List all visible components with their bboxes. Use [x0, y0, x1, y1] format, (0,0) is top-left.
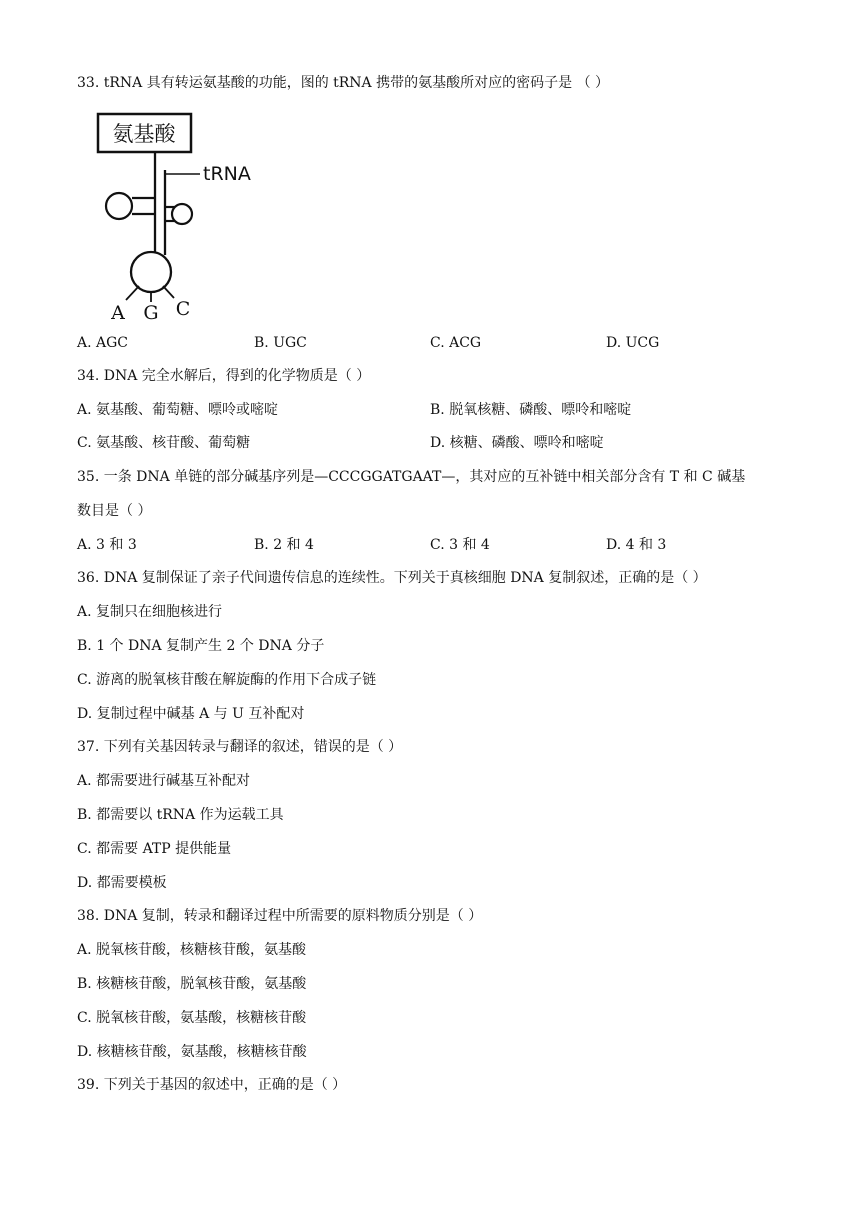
d-loop	[106, 193, 132, 219]
q33-option-b: B. UGC	[254, 335, 307, 351]
q36-option-a: A. 复制只在细胞核进行	[77, 604, 223, 620]
trna-figure	[90, 110, 270, 322]
q37-option-c: C. 都需要 ATP 提供能量	[77, 841, 232, 857]
question-39-stem: 39. 下列关于基因的叙述中，正确的是（ ）	[77, 1077, 347, 1093]
q34-option-a: A. 氨基酸、葡萄糖、嘌呤或嘧啶	[77, 402, 279, 418]
q35-option-a: A. 3 和 3	[77, 537, 137, 553]
q38-option-b: B. 核糖核苷酸，脱氧核苷酸，氨基酸	[77, 976, 307, 992]
q34-option-c: C. 氨基酸、核苷酸、葡萄糖	[77, 435, 251, 451]
question-35-stem-line1: 35. 一条 DNA 单链的部分碱基序列是—CCCGGATGAAT—，其对应的互补链中相关部分含有 T 和 C 碱基	[77, 469, 746, 485]
q37-option-a: A. 都需要进行碱基互补配对	[77, 773, 251, 789]
q35-option-b: B. 2 和 4	[254, 537, 314, 553]
q38-option-c: C. 脱氧核苷酸，氨基酸，核糖核苷酸	[77, 1010, 307, 1026]
q37-option-b: B. 都需要以 tRNA 作为运载工具	[77, 807, 284, 823]
anticodon-loop	[131, 252, 171, 292]
q34-option-d: D. 核糖、磷酸、嘌呤和嘧啶	[430, 435, 604, 451]
q38-option-a: A. 脱氧核苷酸，核糖核苷酸，氨基酸	[77, 942, 307, 958]
question-34-stem: 34. DNA 完全水解后，得到的化学物质是（ ）	[77, 368, 371, 384]
anticodon-base-3: C	[175, 298, 191, 320]
question-37-stem: 37. 下列有关基因转录与翻译的叙述，错误的是（ ）	[77, 739, 403, 755]
q34-option-b: B. 脱氧核糖、磷酸、嘌呤和嘧啶	[430, 402, 632, 418]
trna-diagram	[90, 110, 270, 322]
q37-option-d: D. 都需要模板	[77, 875, 167, 891]
q35-option-d: D. 4 和 3	[606, 537, 667, 553]
q35-option-c: C. 3 和 4	[430, 537, 490, 553]
q33-option-a: A. AGC	[77, 335, 129, 351]
question-36-stem: 36. DNA 复制保证了亲子代间遗传信息的连续性。下列关于真核细胞 DNA 复制叙述，正确的是（ ）	[77, 570, 707, 586]
q33-option-c: C. ACG	[430, 335, 482, 351]
amino-acid-label: 氨基酸	[112, 122, 176, 146]
anticodon-base-2: G	[143, 302, 159, 322]
trna-label: tRNA	[203, 163, 251, 185]
q36-option-b: B. 1 个 DNA 复制产生 2 个 DNA 分子	[77, 638, 325, 654]
question-35-stem-line2: 数目是（ ）	[77, 503, 152, 519]
q36-option-d: D. 复制过程中碱基 A 与 U 互补配对	[77, 706, 305, 722]
t-loop	[172, 204, 192, 224]
q38-option-d: D. 核糖核苷酸，氨基酸，核糖核苷酸	[77, 1044, 307, 1060]
q33-option-d: D. UCG	[606, 335, 660, 351]
q36-option-c: C. 游离的脱氧核苷酸在解旋酶的作用下合成子链	[77, 672, 377, 688]
question-38-stem: 38. DNA 复制，转录和翻译过程中所需要的原料物质分别是（ ）	[77, 908, 483, 924]
question-33-stem: 33. tRNA 具有转运氨基酸的功能，图的 tRNA 携带的氨基酸所对应的密码子是 （ ）	[77, 75, 610, 91]
anticodon-base-1: A	[111, 302, 125, 322]
